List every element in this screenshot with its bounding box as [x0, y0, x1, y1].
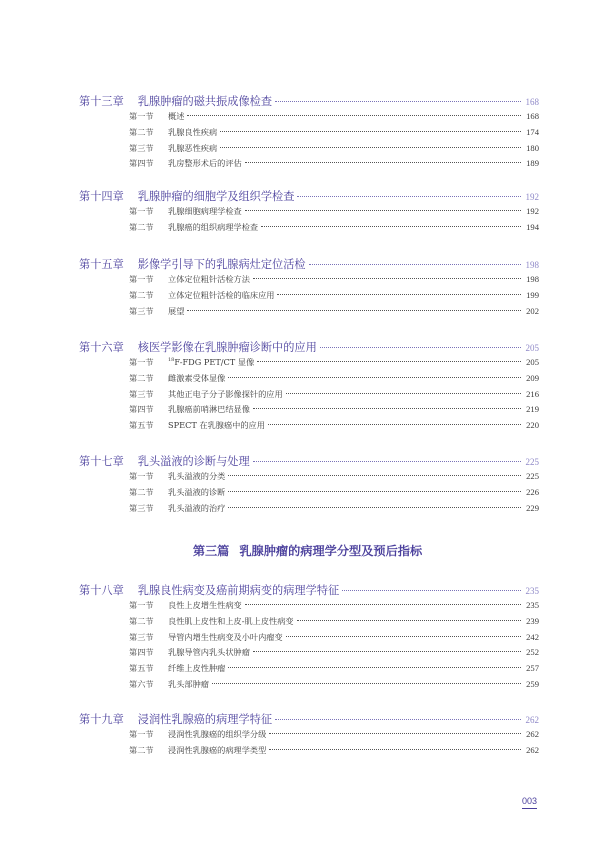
chapter-entry[interactable] — [79, 582, 539, 598]
chapter-number: 第十八章 — [79, 584, 124, 597]
leader-dots — [245, 162, 521, 163]
part-title: 乳腺肿瘤的病理学分型及预后指标 — [239, 544, 423, 558]
section-page: 257 — [526, 663, 539, 674]
section-page: 239 — [526, 615, 539, 626]
section-page: 226 — [526, 486, 539, 497]
section-title: 概述 — [168, 111, 185, 121]
section-title: 乳房整形术后的评估 — [168, 158, 242, 169]
section-page: 262 — [526, 729, 539, 739]
section-title: 乳腺良性疾病 — [168, 126, 218, 137]
section-entry[interactable] — [129, 389, 539, 400]
section-number: 第三节 — [129, 142, 154, 153]
section-title: 乳头溢液的分类 — [168, 471, 226, 481]
leader-dots — [187, 115, 521, 116]
section-title: 乳头部肿瘤 — [168, 679, 209, 689]
section-page: 205 — [526, 357, 539, 367]
section-entry[interactable] — [129, 729, 539, 740]
section-number: 第三节 — [129, 502, 154, 513]
leader-dots — [245, 604, 521, 605]
chapter-page: 205 — [525, 343, 539, 353]
section-number: 第一节 — [129, 274, 154, 284]
leader-dots — [228, 507, 521, 508]
section-page: 229 — [526, 502, 539, 513]
section-number: 第二节 — [129, 221, 154, 232]
leader-dots — [277, 294, 521, 295]
section-number: 第二节 — [129, 744, 154, 755]
leader-dots — [342, 590, 520, 591]
leader-dots — [228, 475, 521, 476]
section-title: 纤维上皮性肿瘤 — [168, 663, 226, 674]
section-title: 乳头溢液的治疗 — [168, 502, 226, 513]
section-title: 良性上皮增生性病变 — [168, 600, 242, 610]
section-entry[interactable] — [129, 373, 539, 384]
superscript: 18 — [168, 357, 175, 363]
chapter-title: 浸润性乳腺癌的病理学特征 — [137, 713, 273, 726]
chapter-number: 第十九章 — [79, 713, 124, 726]
section-page: 198 — [526, 274, 539, 284]
section-page: 202 — [526, 305, 539, 316]
section-number: 第五节 — [129, 663, 154, 674]
section-number: 第五节 — [129, 420, 154, 431]
chapter-title: 乳腺肿瘤的细胞学及组织学检查 — [137, 190, 295, 203]
section-page: 174 — [526, 126, 539, 137]
chapter-number: 第十五章 — [79, 258, 124, 271]
leader-dots — [220, 131, 521, 132]
leader-dots — [269, 733, 521, 734]
section-page: 194 — [526, 221, 539, 232]
chapter-page: 262 — [525, 715, 539, 725]
leader-dots — [253, 461, 521, 462]
section-title: 立体定位粗针活检的临床应用 — [168, 289, 275, 300]
leader-dots — [228, 491, 521, 492]
leader-dots — [228, 667, 521, 668]
chapter-number: 第十四章 — [79, 190, 124, 203]
section-number: 第三节 — [129, 631, 154, 642]
section-title: 乳腺癌前哨淋巴结显像 — [168, 404, 250, 415]
chapter-entry[interactable] — [79, 188, 539, 204]
part-heading — [0, 542, 615, 559]
section-title: 展望 — [168, 305, 185, 316]
chapter-number: 第十六章 — [79, 341, 124, 354]
section-page: 235 — [526, 600, 539, 610]
leader-dots — [268, 424, 521, 425]
section-title: 乳腺癌的组织病理学检查 — [168, 221, 259, 232]
section-page: 189 — [526, 158, 539, 169]
section-entry[interactable] — [129, 274, 539, 285]
section-title: 良性肌上皮性和上皮-肌上皮性病变 — [168, 615, 294, 626]
section-entry[interactable] — [129, 290, 539, 301]
section-title: 乳腺细胞病理学检查 — [168, 206, 242, 216]
section-number: 第三节 — [129, 388, 154, 399]
chapter-page: 168 — [525, 97, 539, 107]
chapter-title: 乳腺良性病变及癌前期病变的病理学特征 — [137, 584, 340, 597]
chapter-page: 198 — [525, 260, 539, 270]
section-number: 第一节 — [129, 600, 154, 610]
section-title: 乳头溢液的诊断 — [168, 486, 226, 497]
section-page: 199 — [526, 289, 539, 300]
section-title: 其他正电子分子影像探针的应用 — [168, 388, 283, 399]
section-entry[interactable] — [129, 404, 539, 415]
section-entry[interactable] — [129, 745, 539, 756]
section-page: 219 — [526, 404, 539, 415]
section-number: 第四节 — [129, 158, 154, 169]
chapter-title: 核医学影像在乳腺肿瘤诊断中的应用 — [137, 341, 317, 354]
section-entry[interactable] — [129, 143, 539, 154]
section-entry[interactable] — [129, 503, 539, 514]
chapter-entry[interactable] — [79, 711, 539, 727]
section-entry[interactable] — [129, 357, 539, 368]
leader-dots — [297, 620, 522, 621]
chapter-title: 乳头溢液的诊断与处理 — [137, 455, 250, 468]
section-page: 259 — [526, 679, 539, 689]
section-entry[interactable] — [129, 158, 539, 169]
chapter-entry[interactable] — [79, 339, 539, 355]
chapter-page: 235 — [525, 586, 539, 596]
section-number: 第二节 — [129, 372, 154, 383]
section-page: 209 — [526, 372, 539, 383]
section-page: 216 — [526, 388, 539, 399]
leader-dots — [275, 719, 520, 720]
leader-dots — [257, 361, 521, 362]
chapter-entry[interactable] — [79, 93, 539, 109]
section-entry[interactable] — [129, 206, 539, 217]
section-title: 浸润性乳腺癌的病理学类型 — [168, 744, 267, 755]
section-entry[interactable] — [129, 616, 539, 627]
section-title: 立体定位粗针活检方法 — [168, 274, 250, 284]
section-entry[interactable] — [129, 222, 539, 233]
section-title: 浸润性乳腺癌的组织学分级 — [168, 729, 267, 739]
section-number: 第四节 — [129, 404, 154, 415]
leader-dots — [286, 636, 521, 637]
section-title: $^{18}$F-FDG PET/CT 显像 — [168, 357, 255, 367]
leader-dots — [253, 651, 521, 652]
leader-dots — [253, 408, 521, 409]
section-title: 乳腺导管内乳头状肿瘤 — [168, 647, 250, 658]
section-number: 第二节 — [129, 289, 154, 300]
chapter-page: 192 — [525, 192, 539, 202]
chapter-page: 225 — [525, 457, 539, 467]
section-page: 168 — [526, 111, 539, 121]
chapter-number: 第十三章 — [79, 95, 124, 108]
section-page: 180 — [526, 142, 539, 153]
leader-dots — [245, 210, 521, 211]
section-number: 第一节 — [129, 357, 154, 367]
section-number: 第四节 — [129, 647, 154, 658]
chapter-title: 乳腺肿瘤的磁共振成像检查 — [137, 95, 273, 108]
section-entry[interactable] — [129, 111, 539, 122]
leader-dots — [228, 377, 521, 378]
chapter-entry[interactable] — [79, 453, 539, 469]
chapter-number: 第十七章 — [79, 455, 124, 468]
section-number: 第三节 — [129, 305, 154, 316]
section-page: 225 — [526, 471, 539, 481]
section-entry[interactable] — [129, 487, 539, 498]
section-number: 第一节 — [129, 471, 154, 481]
section-title: 导管内增生性病变及小叶内瘤变 — [168, 631, 283, 642]
section-page: 242 — [526, 631, 539, 642]
section-entry[interactable] — [129, 306, 539, 317]
section-entry[interactable] — [129, 420, 539, 431]
section-title: 雌激素受体显像 — [168, 372, 226, 383]
section-number: 第一节 — [129, 111, 154, 121]
leader-dots — [286, 393, 521, 394]
page-number: 003 — [522, 796, 537, 809]
section-entry[interactable] — [129, 600, 539, 611]
section-entry[interactable] — [129, 471, 539, 482]
section-title: 乳腺恶性疾病 — [168, 142, 218, 153]
section-entry[interactable] — [129, 127, 539, 138]
leader-dots — [253, 278, 521, 279]
leader-dots — [269, 749, 521, 750]
section-page: 192 — [526, 206, 539, 216]
section-number: 第二节 — [129, 615, 154, 626]
section-number: 第一节 — [129, 206, 154, 216]
section-entry[interactable] — [129, 679, 539, 690]
leader-dots — [261, 226, 521, 227]
leader-dots — [320, 347, 521, 348]
leader-dots — [297, 196, 520, 197]
section-number: 第六节 — [129, 679, 154, 689]
leader-dots — [187, 310, 521, 311]
leader-dots — [309, 264, 521, 265]
section-page: 262 — [526, 744, 539, 755]
chapter-entry[interactable] — [79, 256, 539, 272]
section-title: SPECT 在乳腺癌中的应用 — [168, 420, 265, 431]
section-number: 第二节 — [129, 126, 154, 137]
leader-dots — [275, 101, 520, 102]
leader-dots — [212, 683, 521, 684]
section-page: 220 — [526, 420, 539, 431]
leader-dots — [220, 147, 521, 148]
section-entry[interactable] — [129, 632, 539, 643]
part-number: 第三篇 — [192, 544, 230, 558]
section-entry[interactable] — [129, 647, 539, 658]
chapter-title: 影像学引导下的乳腺病灶定位活检 — [137, 258, 306, 271]
section-number: 第二节 — [129, 486, 154, 497]
section-number: 第一节 — [129, 729, 154, 739]
section-entry[interactable] — [129, 663, 539, 674]
section-page: 252 — [526, 647, 539, 658]
